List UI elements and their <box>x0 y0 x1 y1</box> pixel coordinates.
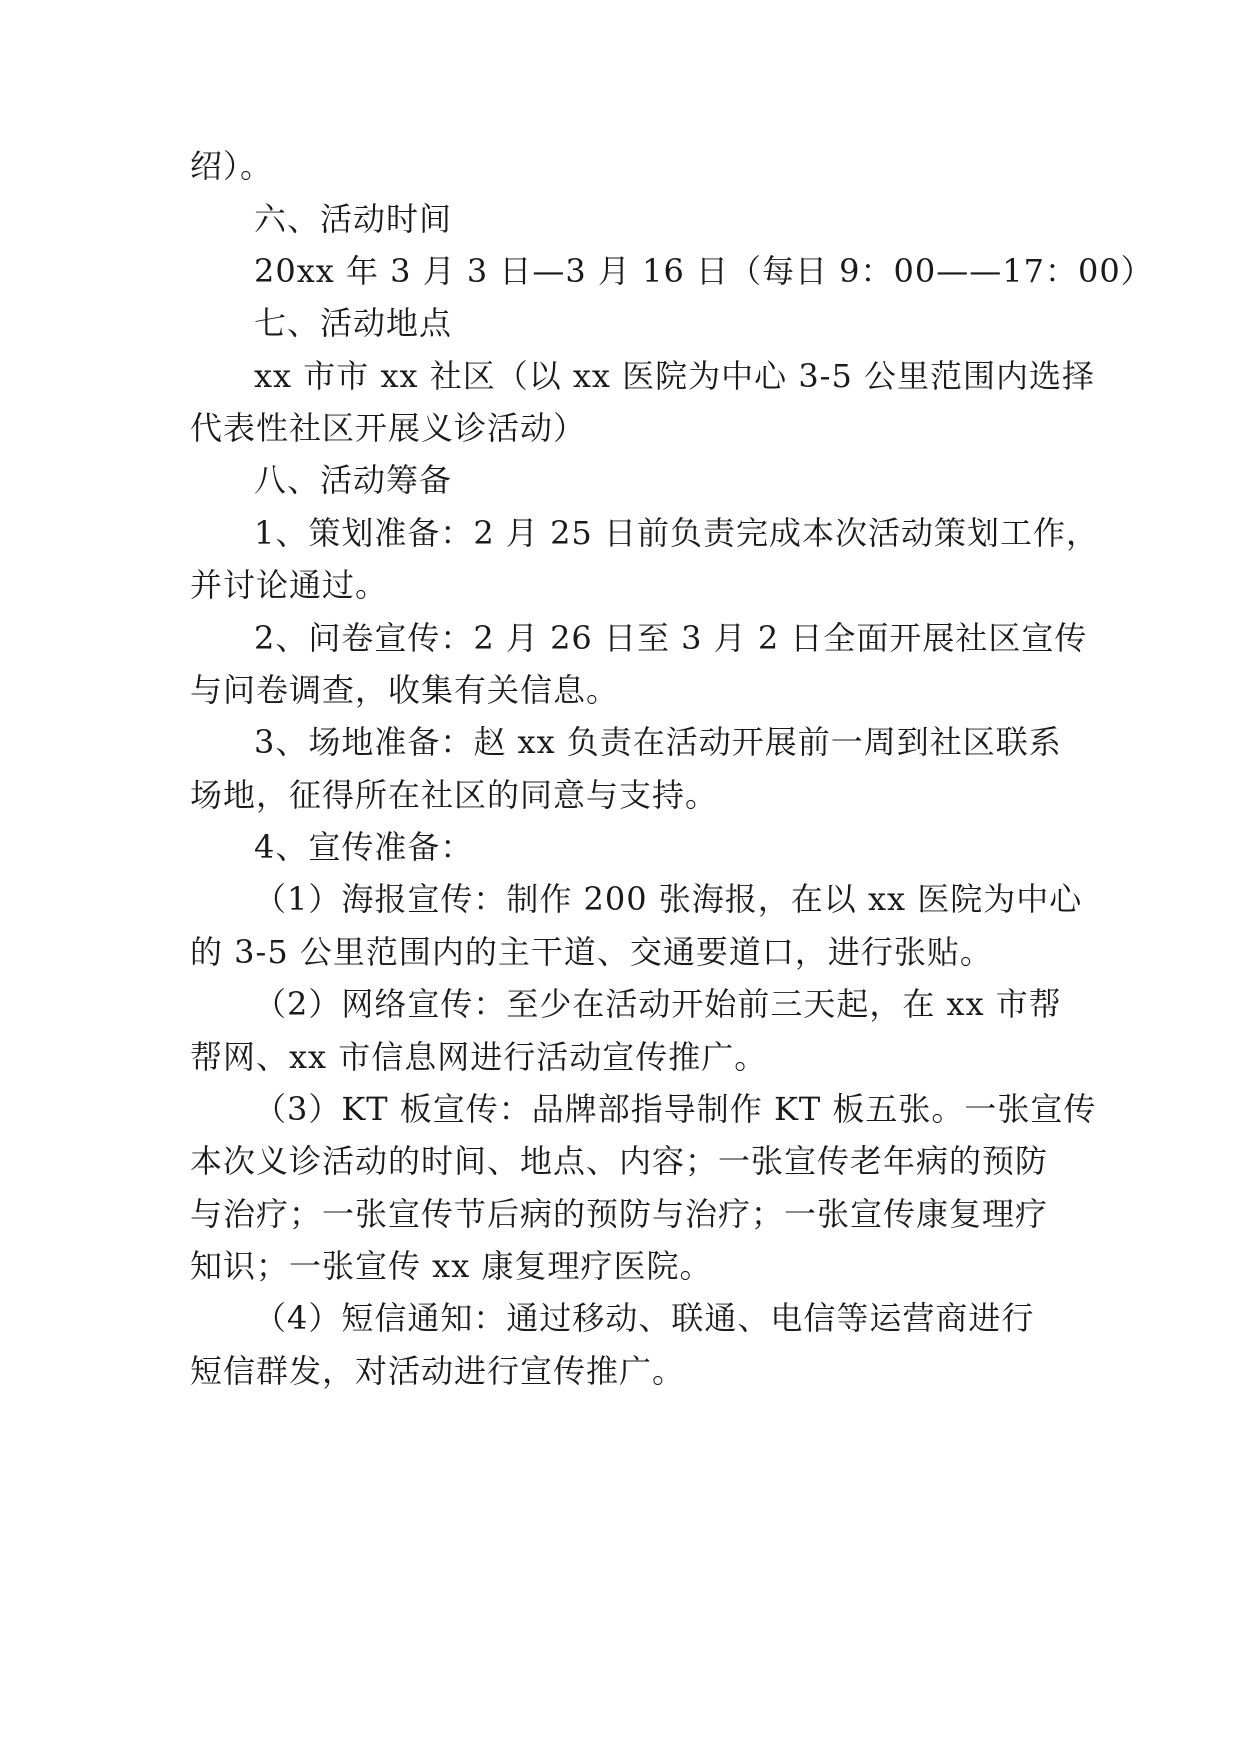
text-line: 与问卷调查，收集有关信息。 <box>190 671 620 709</box>
section-heading-preparation: 八、活动筹备 <box>254 461 453 499</box>
text-line: 3、场地准备：赵 xx 负责在活动开展前一周到社区联系 <box>254 723 1062 761</box>
text-line: 2、问卷宣传：2 月 26 日至 3 月 2 日全面开展社区宣传 <box>254 619 1088 657</box>
text-line: 帮网、xx 市信息网进行活动宣传推广。 <box>190 1038 768 1076</box>
text-line: 与治疗；一张宣传节后病的预防与治疗；一张宣传康复理疗 <box>190 1195 1049 1233</box>
section-heading-location: 七、活动地点 <box>254 304 453 342</box>
text-line: 场地，征得所在社区的同意与支持。 <box>190 776 719 814</box>
text-line: 本次义诊活动的时间、地点、内容；一张宣传老年病的预防 <box>190 1142 1049 1180</box>
text-line: 绍）。 <box>190 147 274 185</box>
text-line: 20xx 年 3 月 3 日—3 月 16 日（每日 9：00——17：00） <box>254 252 1154 290</box>
text-line: 的 3-5 公里范围内的主干道、交通要道口，进行张贴。 <box>190 933 993 971</box>
text-line: 短信群发，对活动进行宣传推广。 <box>190 1352 686 1390</box>
text-line: 并讨论通过。 <box>190 566 389 604</box>
text-line: 4、宣传准备： <box>254 828 474 866</box>
text-line: （2）网络宣传：至少在活动开始前三天起，在 xx 市帮 <box>254 985 1062 1023</box>
text-line: 代表性社区开展义诊活动） <box>190 409 587 447</box>
text-line: （3）KT 板宣传：品牌部指导制作 KT 板五张。一张宣传 <box>254 1090 1097 1128</box>
text-line: （4）短信通知：通过移动、联通、电信等运营商进行 <box>254 1299 1035 1337</box>
text-line: （1）海报宣传：制作 200 张海报，在以 xx 医院为中心 <box>254 880 1083 918</box>
text-line: xx 市市 xx 社区（以 xx 医院为中心 3-5 公里范围内选择 <box>254 357 1096 395</box>
text-line: 知识；一张宣传 xx 康复理疗医院。 <box>190 1247 713 1285</box>
section-heading-time: 六、活动时间 <box>254 200 453 238</box>
text-line: 1、策划准备：2 月 25 日前负责完成本次活动策划工作， <box>254 514 1099 552</box>
